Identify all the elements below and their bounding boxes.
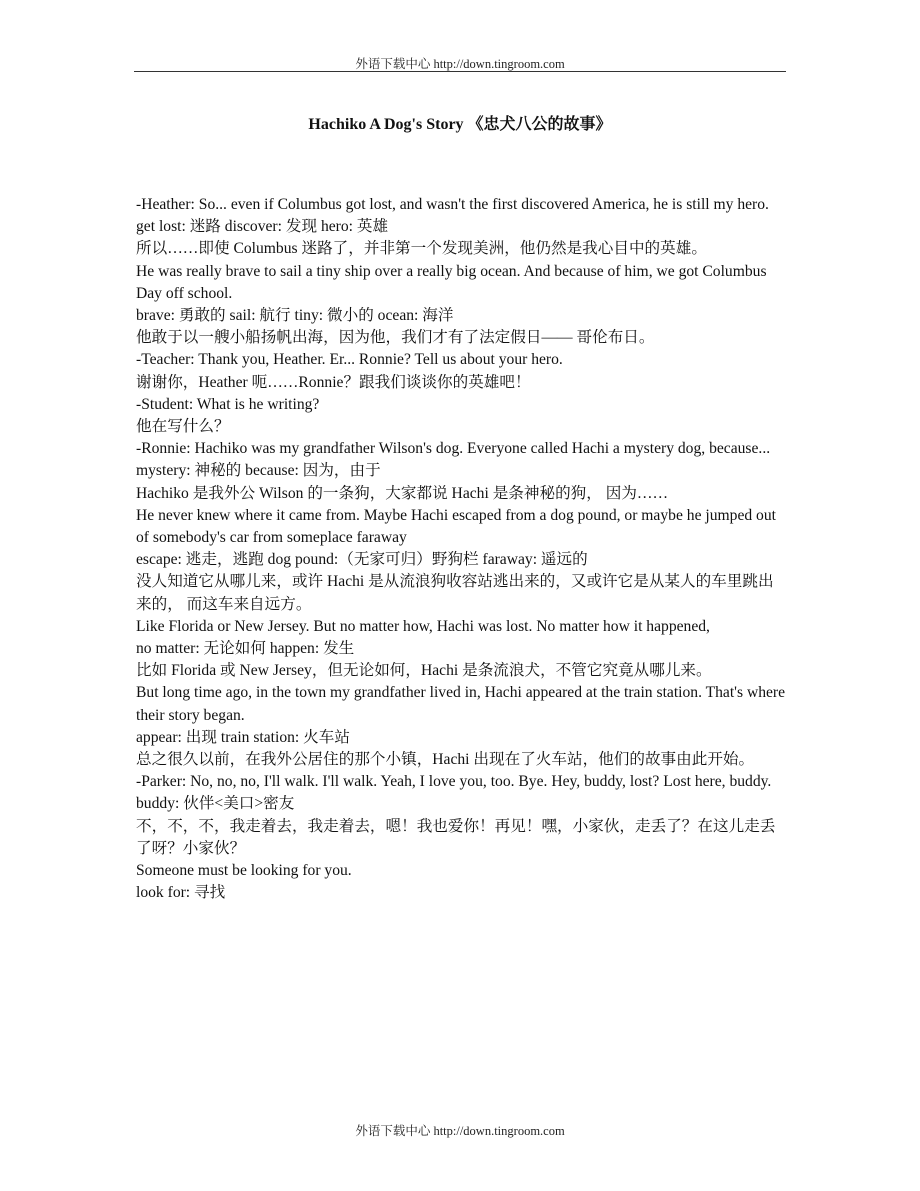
text-line: -Teacher: Thank you, Heather. Er... Ronnie? Tell us about your hero. xyxy=(136,351,563,369)
text-line: He was really brave to sail a tiny ship over a really big ocean. And because of him, we got Columbus Day off school. xyxy=(136,262,767,302)
text-line: 他敢于以一艘小船扬帆出海，因为他，我们才有了法定假日—— 哥伦布日。 xyxy=(136,329,655,347)
text-line: escape: 逃走，逃跑 dog pound:（无家可归）野狗栏 faraway: 遥远的 xyxy=(136,551,588,569)
text-line: 他在写什么？ xyxy=(136,418,230,436)
text-line: -Heather: So... even if Columbus got lost, and wasn't the first discovered America, he is still my hero. xyxy=(136,196,769,213)
text-line: Hachiko 是我外公 Wilson 的一条狗，大家都说 Hachi 是条神秘的狗， 因为…… xyxy=(136,484,669,502)
text-line: 谢谢你，Heather 呃……Ronnie？跟我们谈谈你的英雄吧！ xyxy=(136,373,531,391)
page-header: 外语下载中心 http://down.tingroom.com xyxy=(355,57,565,71)
text-line: no matter: 无论如何 happen: 发生 xyxy=(136,640,355,658)
text-line: 比如 Florida 或 New Jersey，但无论如何，Hachi 是条流浪犬，不管它究竟从哪儿来。 xyxy=(136,662,712,680)
text-line: brave: 勇敢的 sail: 航行 tiny: 微小的 ocean: 海洋 xyxy=(136,307,454,325)
text-line: -Ronnie: Hachiko was my grandfather Wilson's dog. Everyone called Hachi a mystery dog, because... xyxy=(136,440,771,458)
text-line: look for: 寻找 xyxy=(136,884,226,902)
text-line: He never knew where it came from. Maybe Hachi escaped from a dog pound, or maybe he jumped out of somebody's car from someplace faraway xyxy=(136,506,776,547)
text-line: 没人知道它从哪儿来，或许 Hachi 是从流浪狗收容站逃出来的，又或许它是从某人的车里跳出来的， 而这车来自远方。 xyxy=(136,573,774,613)
text-line: appear: 出现 train station: 火车站 xyxy=(136,728,350,746)
header-rule xyxy=(134,71,786,72)
text-line: -Student: What is he writing? xyxy=(136,395,320,413)
text-line: Someone must be looking for you. xyxy=(136,862,352,880)
text-line: buddy: 伙伴<美口>密友 xyxy=(136,795,295,813)
document-body xyxy=(136,194,786,905)
page-footer: 外语下载中心 http://down.tingroom.com xyxy=(355,1124,565,1138)
text-line: get lost: 迷路 discover: 发现 hero: 英雄 xyxy=(136,218,389,236)
text-line: Like Florida or New Jersey. But no matter how, Hachi was lost. No matter how it happened, xyxy=(136,617,710,635)
text-line: 不，不，不，我走着去，我走着去，嗯！我也爱你！再见！嘿，小家伙，走丢了？在这儿走丢了呀？小家伙？ xyxy=(136,817,776,857)
text-line: mystery: 神秘的 because: 因为，由于 xyxy=(136,462,381,480)
text-line: -Parker: No, no, no, I'll walk. I'll walk. Yeah, I love you, too. Bye. Hey, buddy, lost? Lost here, buddy. xyxy=(136,773,772,791)
text-line: 总之很久以前，在我外公居住的那个小镇，Hachi 出现在了火车站，他们的故事由此开始。 xyxy=(136,751,755,769)
text-line: 所以……即使 Columbus 迷路了，并非第一个发现美洲，他仍然是我心目中的英雄。 xyxy=(136,240,707,258)
text-line: But long time ago, in the town my grandfather lived in, Hachi appeared at the train station. That's where their story began. xyxy=(136,684,786,724)
document-title: Hachiko A Dog's Story 《忠犬八公的故事》 xyxy=(308,116,612,133)
